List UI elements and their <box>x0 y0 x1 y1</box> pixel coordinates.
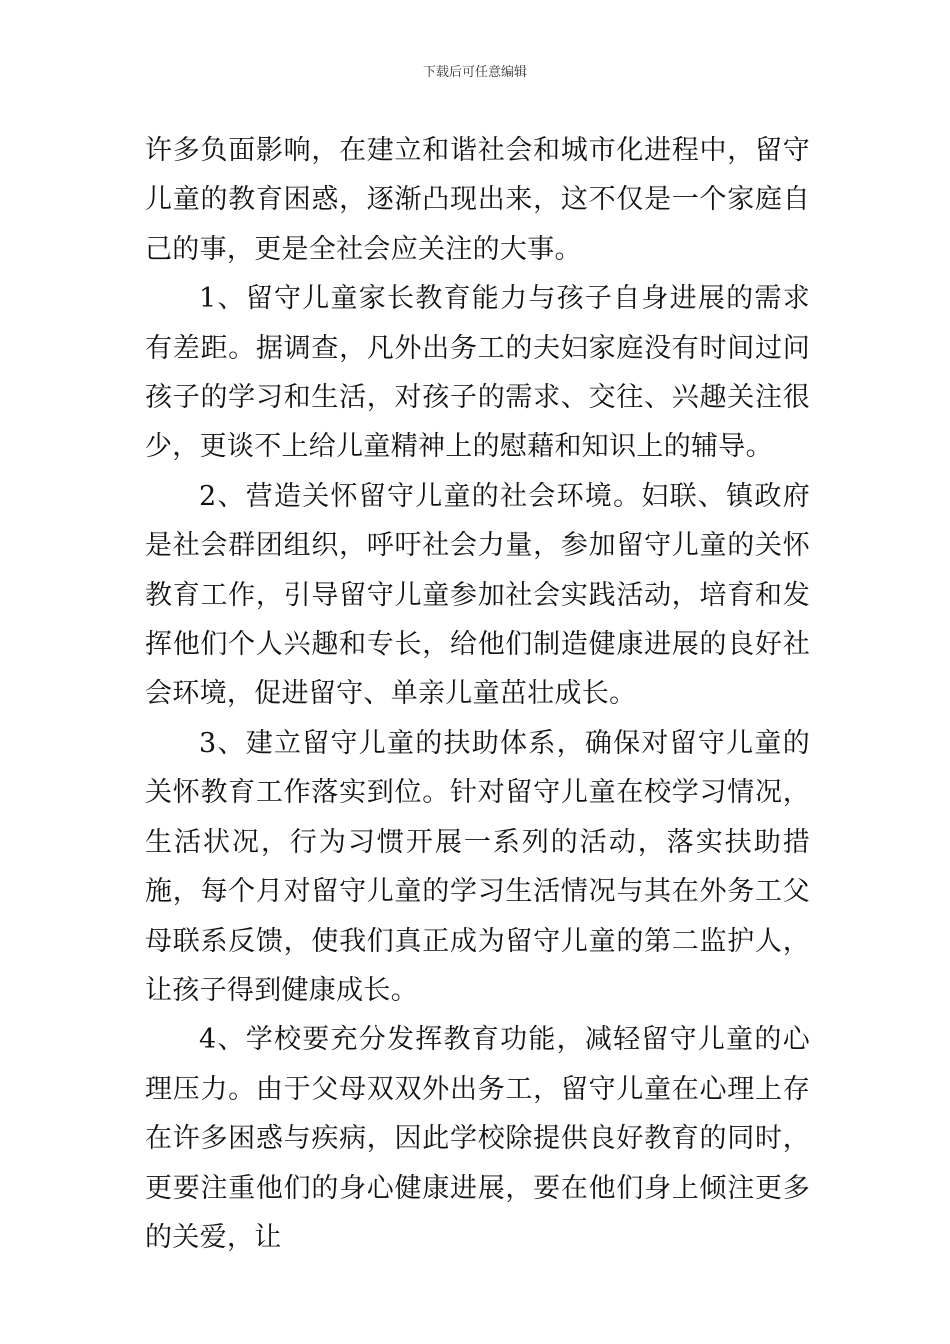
paragraph-4: 4、学校要充分发挥教育功能，减轻留守儿童的心理压力。由于父母双双外出务工，留守儿童在心理上存在许多困惑与疾病，因此学校除提供良好教育的同时，更要注重他们的身心健康进展，要在他们身上倾注更多的关爱，让 <box>145 1024 810 1253</box>
paragraph-1: 1、留守儿童家长教育能力与孩子自身进展的需求有差距。据调查，凡外出务工的夫妇家庭没有时间过问孩子的学习和生活，对孩子的需求、交往、兴趣关注很少，更谈不上给儿童精神上的慰藉和知识上的辅导。 <box>145 283 810 463</box>
document-body <box>145 126 810 1262</box>
paragraph-continuation: 许多负面影响，在建立和谐社会和城市化进程中，留守儿童的教育困惑，逐渐凸现出来，这不仅是一个家庭自己的事，更是全社会应关注的大事。 <box>145 135 810 265</box>
paragraph-2: 2、营造关怀留守儿童的社会环境。妇联、镇政府是社会群团组织，呼吁社会力量，参加留守儿童的关怀教育工作，引导留守儿童参加社会实践活动，培育和发挥他们个人兴趣和专长，给他们制造健康进展的良好社会环境，促进留守、单亲儿童茁壮成长。 <box>145 480 810 710</box>
paragraph-3: 3、建立留守儿童的扶助体系，确保对留守儿童的关怀教育工作落实到位。针对留守儿童在校学习情况，生活状况，行为习惯开展一系列的活动，落实扶助措施，每个月对留守儿童的学习生活情况与其在外务工父母联系反馈，使我们真正成为留守儿童的第二监护人，让孩子得到健康成长。 <box>145 727 810 1006</box>
page-header: 下载后可任意编辑 <box>422 65 527 80</box>
